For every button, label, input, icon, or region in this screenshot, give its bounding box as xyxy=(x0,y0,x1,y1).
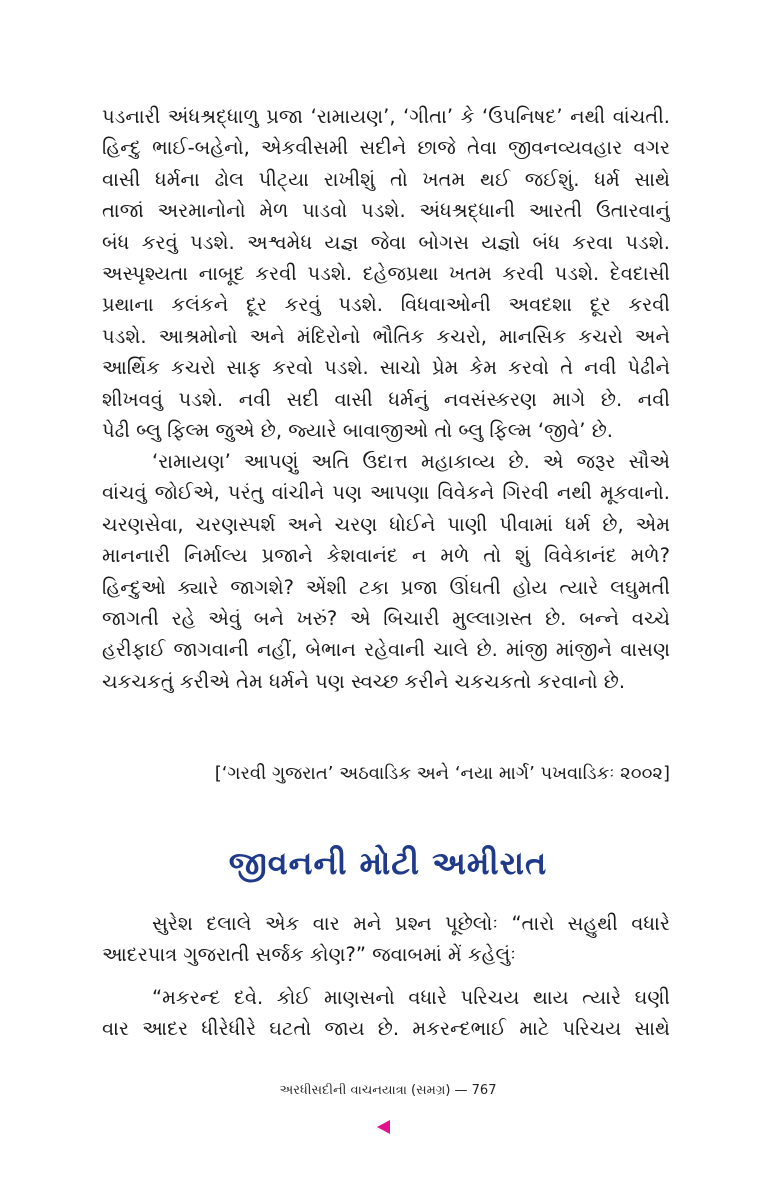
text-line: જાગતી રહે એવું બને ખરું? એ બિચારી મુલ્લાગ્રસ્ત છે. બન્ને વચ્ચે xyxy=(102,606,670,630)
text-line: બંધ કરવું પડશે. અશ્વમેધ યજ્ઞ જેવા બોગસ યજ્ઞો બંધ કરવા પડશે. xyxy=(102,230,670,254)
text-line: હિન્દુઓ ક્યારે જાગશે? એંશી ટકા પ્રજા ઊંઘતી હોય ત્યારે લઘુમતી xyxy=(102,575,670,599)
text-line: સુરેશ દલાલે એક વાર મને પ્રશ્ન પૂછેલોઃ “તારો સહુથી વધારે xyxy=(152,912,670,935)
text-line: વાસી ધર્મના ઢોલ પીટ્યા રાખીશું તો ખતમ થઈ જઈશું. ધર્મ સાથે xyxy=(102,167,670,191)
text-line: આદરપાત્ર ગુજરાતી સર્જક કોણ?” જવાબમાં મેં કહેલુંઃ xyxy=(102,943,516,967)
text-line: પ્રથાના કલંકને દૂર કરવું પડશે. વિધવાઓની અવદશા દૂર કરવી xyxy=(102,293,670,317)
text-line: પડશે. આશ્રમોનો અને મંદિરોનો ભૌતિક કચરો, માનસિક કચરો અને xyxy=(102,324,670,348)
previous-page-icon[interactable] xyxy=(377,1120,390,1134)
paragraph-continued xyxy=(102,101,670,446)
text-line: શીખવવું પડશે. નવી સદી વાસી ધર્મનું નવસંસ્કરણ માગે છે. નવી xyxy=(102,387,670,411)
text-line: વાર આદર ધીરેધીરે ઘટતો જાય છે. મકરન્દભાઈ માટે પરિચય સાથે xyxy=(102,1017,670,1041)
text-line: હિન્દુ ભાઈ-બહેનો, એકવીસમી સદીને છાજે તેવા જીવનવ્યવહાર વગર xyxy=(102,136,670,160)
source-citation: [‘ગરવી ગુજરાત’ અઠવાડિક અને ‘નયા માર્ગ’ પખવાડિકઃ ૨૦૦૨] xyxy=(214,763,670,784)
text-line: આર્થિક કચરો સાફ કરવો પડશે. સાચો પ્રેમ કેમ કરવો તે નવી પેઢીને xyxy=(102,356,670,380)
section-title: જીવનની મોટી અમીરાત xyxy=(228,844,548,882)
paragraph-ramayan xyxy=(102,446,670,697)
text-line: “મકરન્દ દવે. કોઈ માણસનો વધારે પરિચય થાય ત્યારે ઘણી xyxy=(152,986,670,1009)
section-paragraph-answer xyxy=(102,982,670,1045)
text-line: અસ્પૃશ્યતા નાબૂદ કરવી પડશે. દહેજપ્રથા ખતમ કરવી પડશે. દેવદાસી xyxy=(102,261,670,285)
text-line: માનનારી નિર્માલ્ય પ્રજાને કેશવાનંદ ન મળે તો શું વિવેકાનંદ મળે? xyxy=(102,544,670,568)
text-line: ચરણસેવા, ચરણસ્પર્શ અને ચરણ ધોઈને પાણી પીવામાં ધર્મ છે, એમ xyxy=(102,512,670,536)
section-paragraph-question xyxy=(102,908,670,971)
text-line: પેઢી બ્લુ ફિલ્મ જુએ છે, જ્યારે બાવાજીઓ તો બ્લુ ફિલ્મ ‘જીવે’ છે. xyxy=(102,418,613,442)
text-line: પડનારી અંધશ્રદ્ધાળુ પ્રજા ‘રામાયણ’, ‘ગીતા’ કે ‘ઉપનિષદ’ નથી વાંચતી. xyxy=(102,105,670,128)
text-line: વાંચવું જોઈએ, પરંતુ વાંચીને પણ આપણા વિવેકને ગિરવી નથી મૂકવાનો. xyxy=(102,481,670,505)
text-line: ‘રામાયણ’ આપણું અતિ ઉદાત્ત મહાકાવ્ય છે. એ જરૂર સૌએ xyxy=(152,450,670,473)
text-line: તાજાં અરમાનોનો મેળ પાડવો પડશે. અંધશ્રદ્ધાની આરતી ઉતારવાનું xyxy=(102,199,670,223)
text-line: હરીફાઈ જાગવાની નહીં, બેભાન રહેવાની ચાલે છે. માંજી માંજીને વાસણ xyxy=(102,638,670,662)
running-footer: અરધીસદીની વાચનયાત્રા (સમગ્ર) — 767 xyxy=(279,1083,497,1098)
text-line: ચકચકતું કરીએ તેમ ધર્મને પણ સ્વચ્છ કરીને ચકચકતો કરવાનો છે. xyxy=(102,669,626,693)
